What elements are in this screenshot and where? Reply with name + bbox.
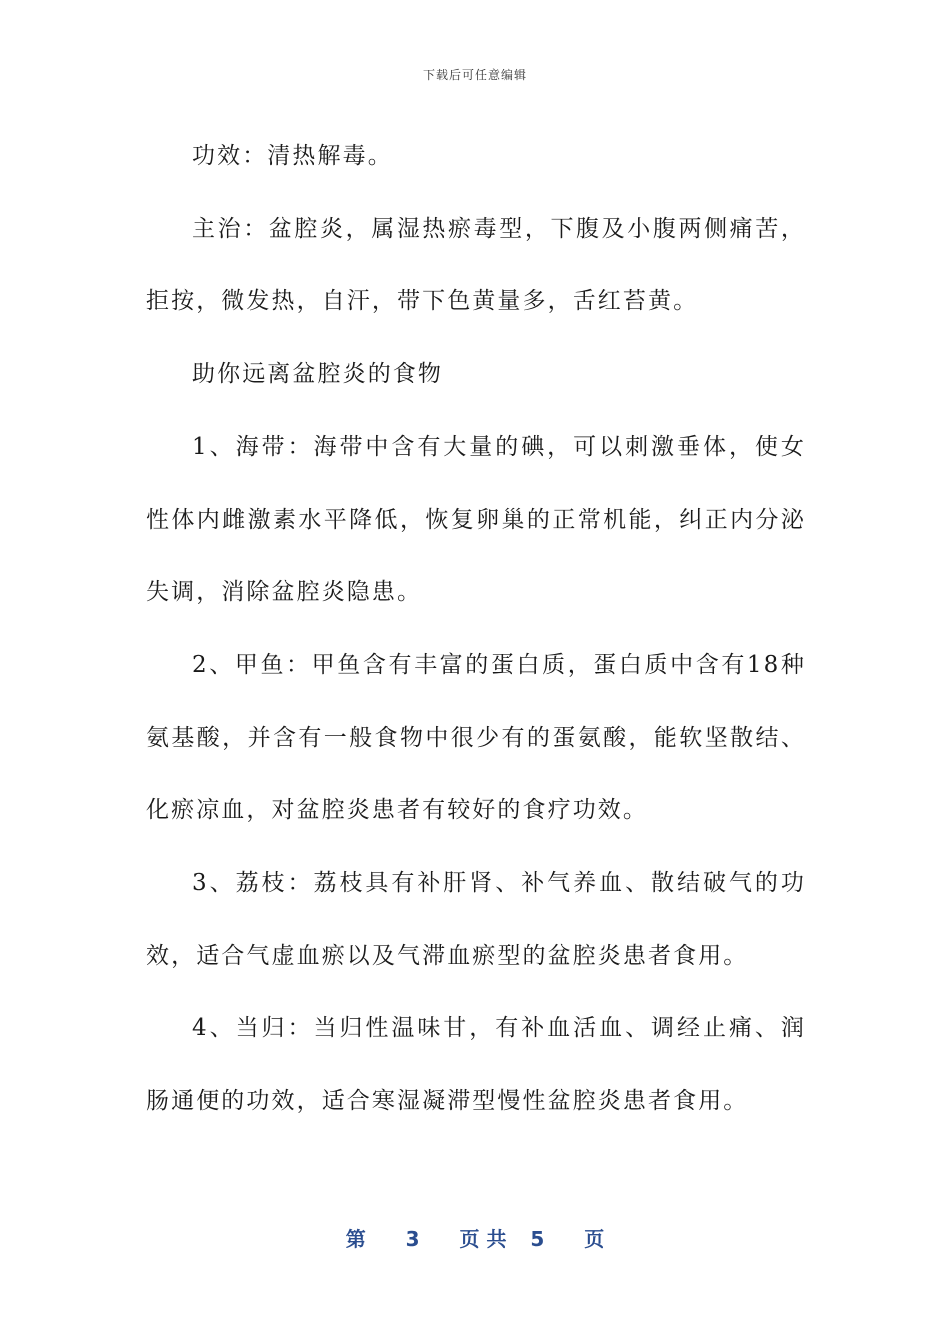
- page-header-note: 下载后可任意编辑: [422, 68, 527, 82]
- footer-label-di: 第: [345, 1227, 366, 1251]
- footer-total-pages: 5: [530, 1227, 545, 1251]
- footer-current-page: 3: [405, 1227, 420, 1251]
- page-number-footer: [0, 1223, 950, 1252]
- paragraph-efficacy: 功效：清热解毒。: [192, 143, 393, 169]
- paragraph-item-lychee: 3、荔枝：荔枝具有补肝肾、补气养血、散结破气的功效，适合气虚血瘀以及气滞血瘀型的盆腔炎患者食用。: [146, 870, 806, 969]
- paragraph-item-kelp: 1、海带：海带中含有大量的碘，可以刺激垂体，使女性体内雌激素水平降低，恢复卵巢的正常机能，纠正内分泌失调，消除盆腔炎隐患。: [146, 433, 806, 606]
- footer-label-ye-gong: 页 共: [459, 1227, 507, 1251]
- document-body: [146, 120, 806, 1138]
- paragraph-item-turtle: 2、甲鱼：甲鱼含有丰富的蛋白质，蛋白质中含有18种氨基酸，并含有一般食物中很少有的蛋氨酸，能软坚散结、化瘀凉血，对盆腔炎患者有较好的食疗功效。: [146, 651, 806, 824]
- footer-label-ye: 页: [584, 1227, 605, 1251]
- paragraph-section-heading: 助你远离盆腔炎的食物: [192, 361, 443, 388]
- paragraph-item-angelica: 4、当归：当归性温味甘，有补血活血、调经止痛、润肠通便的功效，适合寒湿凝滞型慢性盆腔炎患者食用。: [146, 1015, 806, 1115]
- paragraph-indications: 主治：盆腔炎，属湿热瘀毒型，下腹及小腹两侧痛苦，拒按，微发热，自汗，带下色黄量多，舌红苔黄。: [146, 215, 806, 315]
